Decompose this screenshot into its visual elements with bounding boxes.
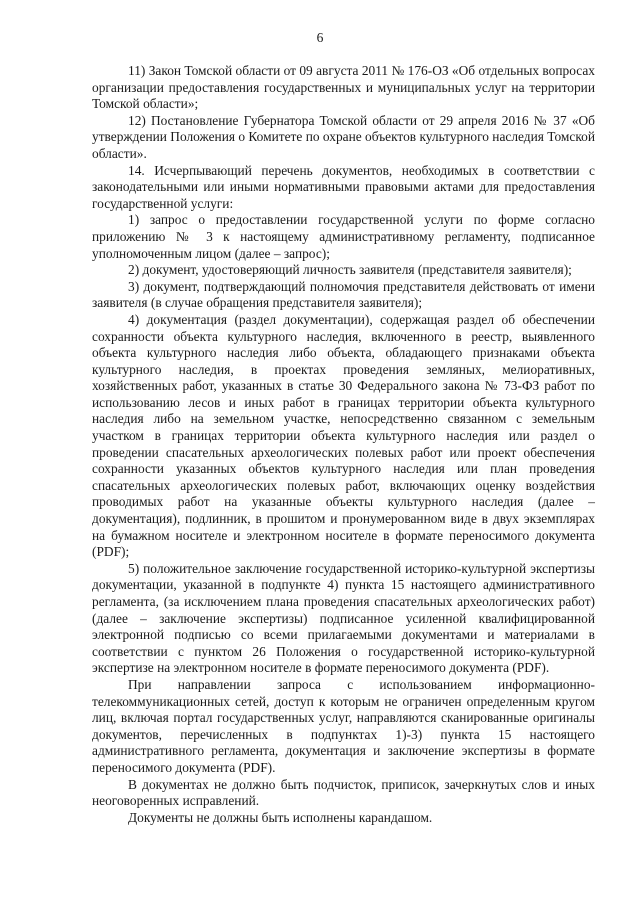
page-number: 6 [316, 30, 324, 45]
paragraph-subitem-1: 1) запрос о предоставлении государственной услуги по форме согласно приложению № 3 к настоящему административному регламенту, подписанное уполномоченным лицом (далее – запрос); [92, 212, 595, 261]
paragraph-item-11: 11) Закон Томской области от 09 августа 2011 № 176-ОЗ «Об отдельных вопросах организации предоставления государственных и муниципальных услуг на территории Томской области»; [92, 63, 595, 112]
paragraph-subitem-2: 2) документ, удостоверяющий личность заявителя (представителя заявителя); [128, 262, 572, 278]
paragraph-electronic-submission: При направлении запроса с использованием информационно-телекоммуникационных сетей, доступ к которым не ограничен определенным кругом лиц, включая портал государственных услуг, направляются сканированные оригиналы документов, перечисленных в подпунктах 1)-3) пункта 15 настоящего административного регламента, документация и заключение экспертизы в формате переносимого документа (PDF). [92, 676, 595, 775]
paragraph-no-corrections: В документах не должно быть подчисток, приписок, зачеркнутых слов и иных неоговоренных исправлений. [92, 776, 595, 809]
paragraph-subitem-3: 3) документ, подтверждающий полномочия представителя действовать от имени заявителя (в случае обращения представителя заявителя); [92, 278, 595, 311]
paragraph-no-pencil: Документы не должны быть исполнены карандашом. [128, 809, 433, 825]
paragraph-section-14: 14. Исчерпывающий перечень документов, необходимых в соответствии с законодательными или иными нормативными правовыми актами для предоставления государственной услуги: [92, 162, 595, 211]
paragraph-subitem-4: 4) документация (раздел документации), содержащая раздел об обеспечении сохранности объекта культурного наследия, включенного в реестр, выявленного объекта культурного наследия либо объекта, обладающего признаками объекта культурного наследия, в проектах проведения земляных, мелиоративных, хозяйственных работ, указанных в статье 30 Федерального закона № 73-ФЗ работ по использованию лесов и иных работ в границах территории объекта культурного наследия либо на земельном участке, непосредственно связанном с земельным участком в границах территории объекта культурного наследия или раздел о проведении спасательных археологических полевых работ или проект обеспечения сохранности указанных объектов культурного наследия или план проведения спасательных археологических полевых работ, включающих оценку воздействия проводимых работ на указанные объекты культурного наследия (далее – документация), подлинник, в прошитом и пронумерованном виде в двух экземплярах на бумажном носителе и электронном носителе в формате переносимого документа (PDF); [92, 311, 595, 560]
document-body [92, 63, 595, 826]
paragraph-subitem-5: 5) положительное заключение государственной историко-культурной экспертизы документации, указанной в подпункте 4) пункта 15 настоящего административного регламента, (за исключением плана проведения спасательных археологических работ) (далее – заключение экспертизы) подписанное усиленной квалифицированной электронной подписью со всеми прилагаемыми документами и материалами в соответствии с пунктом 26 Положения о государственной историко-культурной экспертизе на электронном носителе в формате переносимого документа (PDF). [92, 560, 595, 676]
paragraph-item-12: 12) Постановление Губернатора Томской области от 29 апреля 2016 № 37 «Об утверждении Положения о Комитете по охране объектов культурного наследия Томской области». [92, 112, 596, 161]
